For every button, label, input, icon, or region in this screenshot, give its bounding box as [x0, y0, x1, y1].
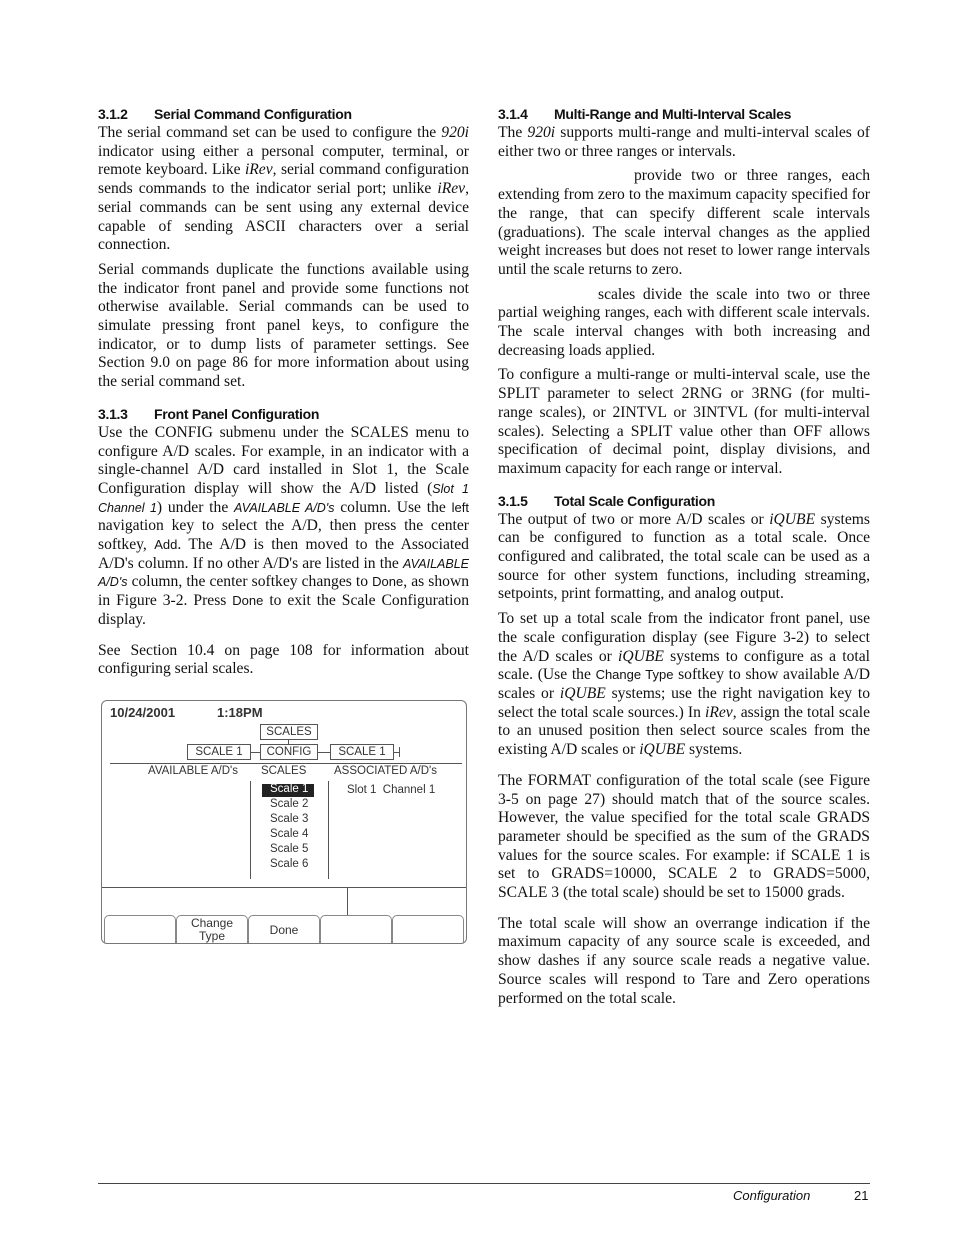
paragraph: Use the CONFIG submenu under the SCALES menu to configure A/D scales. For example, in an indicator with a single-channel A/D card installed in Slot 1, the Scale Configuration display will show the A/D listed (Slot 1 Channel 1) under the AVAILABLE A/D's column. Use the left navigation key to select the A/D, then press the center softkey, Add. The A/D is then moved to the Associated A/D's column. If no other A/D's are listed in the AVAILABLE A/D's column, the center softkey changes to Done, as shown in Figure 3-2. Press Done to exit the Scale Configuration display.	[98, 423, 469, 628]
scale-item[interactable]: Scale 4	[270, 828, 309, 840]
paragraph: The 920i supports multi-range and multi-interval scales of either two or three ranges or intervals.	[498, 124, 870, 160]
menu-scales: SCALES	[260, 724, 318, 740]
section-heading-3-1-4: 3.1.4 Multi-Range and Multi-Interval Scales	[498, 106, 792, 122]
menu-scale-left: SCALE 1	[187, 744, 251, 760]
footer-section-label: Configuration	[733, 1188, 811, 1203]
paragraph: To configure a multi-range or multi-interval scale, use the SPLIT parameter to select 2RNG or 3RNG (for multi-range scales), or 2INTVL or 3INTVL (for multi-interval scales). Selecting a SPLIT value other than OFF allows specification of decimal point, display divisions, and maximum capacity for each range or interval.	[498, 366, 870, 477]
paragraph: The serial command set can be used to configure the 920i indicator using either a personal computer, terminal, or remote keyboard. Like iRev, serial command configuration sends commands to the indicator serial port; unlike iRev, serial commands can be sent using any external device capable of sending ASCII characters over a serial connection.	[98, 124, 469, 254]
scale-item[interactable]: Scale 6	[270, 858, 309, 870]
status-rule	[102, 887, 466, 888]
paragraph: scales divide the scale into two or three partial weighing ranges, each with different scale intervals. The scale interval changes with both increasing and decreasing loads applied.	[498, 285, 870, 359]
scale-item[interactable]: Scale 2	[270, 798, 309, 810]
scale-item[interactable]: Scale 3	[270, 813, 309, 825]
header-rule	[110, 763, 462, 764]
scale-item[interactable]: Scale 5	[270, 843, 309, 855]
status-divider	[347, 887, 348, 915]
column-scales: SCALES	[261, 765, 307, 777]
scale-item[interactable]: Scale 1	[270, 783, 309, 795]
menu-scale-right: SCALE 1	[330, 744, 394, 760]
page-number: 21	[854, 1188, 869, 1203]
column-available: AVAILABLE A/D's	[148, 765, 238, 777]
softkey-5[interactable]	[392, 915, 464, 944]
section-heading-3-1-5: 3.1.5 Total Scale Configuration	[498, 492, 716, 509]
section-heading-3-1-3: 3.1.3 Front Panel Configuration	[98, 405, 320, 422]
paragraph: Serial commands duplicate the functions available using the indicator front panel and provide some functions not otherwise available. Serial commands can be used to simulate pressing front panel keys, to configure the indicator, or to dump lists of parameter settings. See Section 9.0 on page 86 for more information about using the serial command set.	[98, 260, 469, 391]
menu-config: CONFIG	[260, 744, 318, 760]
paragraph: provide two or three ranges, each extending from zero to the maximum capacity specified for the range, that can specify different scale intervals (graduations). The scale interval changes as the applied weight increases but does not reset to lower range intervals until the scale returns to zero.	[498, 167, 870, 278]
footer-rule	[98, 1183, 870, 1184]
paragraph: The total scale will show an overrange indication if the maximum capacity of any source scale is exceeded, and show dashes if any source scale reads a negative value. Source scales will respond to Tare and Zero operations performed on the total scale.	[498, 914, 870, 1007]
left-column	[98, 104, 469, 685]
paragraph: To set up a total scale from the indicator front panel, use the scale configuration display (see Figure 3-2) to select the A/D scales or iQUBE systems to configure as a total scale. (Use the Change Type softkey to show available A/D scales or iQUBE systems; use the right navigation key to select the total scale sources.) In iRev, assign the total scale to an unused position then select source scales from the existing A/D scales or iQUBE systems.	[498, 610, 870, 759]
right-column	[498, 104, 870, 1014]
section-heading-3-1-2: 3.1.2 Serial Command Configuration	[98, 106, 352, 122]
menu-connector	[399, 747, 400, 757]
column-associated: ASSOCIATED A/D's	[334, 765, 437, 777]
display-time: 1:18PM	[217, 705, 263, 720]
softkey-done[interactable]: Done	[248, 915, 320, 944]
scale-configuration-display	[101, 700, 467, 944]
softkey-4[interactable]	[320, 915, 392, 944]
softkey-change-type[interactable]: Change Type	[176, 915, 248, 944]
associated-item[interactable]: Slot 1 Channel 1	[347, 784, 436, 796]
column-divider	[328, 781, 329, 879]
paragraph: See Section 10.4 on page 108 for information about configuring serial scales.	[98, 641, 469, 678]
column-divider	[250, 781, 251, 879]
paragraph: The FORMAT configuration of the total scale (see Figure 3-5 on page 27) should match that of the source scales. However, the value specified for the total scale GRADS parameter should be specified as the sum of the GRADS values for the source scales. For example: if SCALE 1 is set to GRADS=10000, SCALE 2 to GRADS=5000, SCALE 3 (the total scale) should be set to 15000 grads.	[498, 771, 870, 902]
display-date: 10/24/2001	[110, 705, 176, 720]
paragraph: The output of two or more A/D scales or iQUBE systems can be configured to function as a total scale. Once configured and calibrated, the total scale can be used as a source for other system functions, including streaming, setpoints, print formatting, and analog output.	[498, 510, 870, 603]
softkey-1[interactable]	[104, 915, 176, 944]
